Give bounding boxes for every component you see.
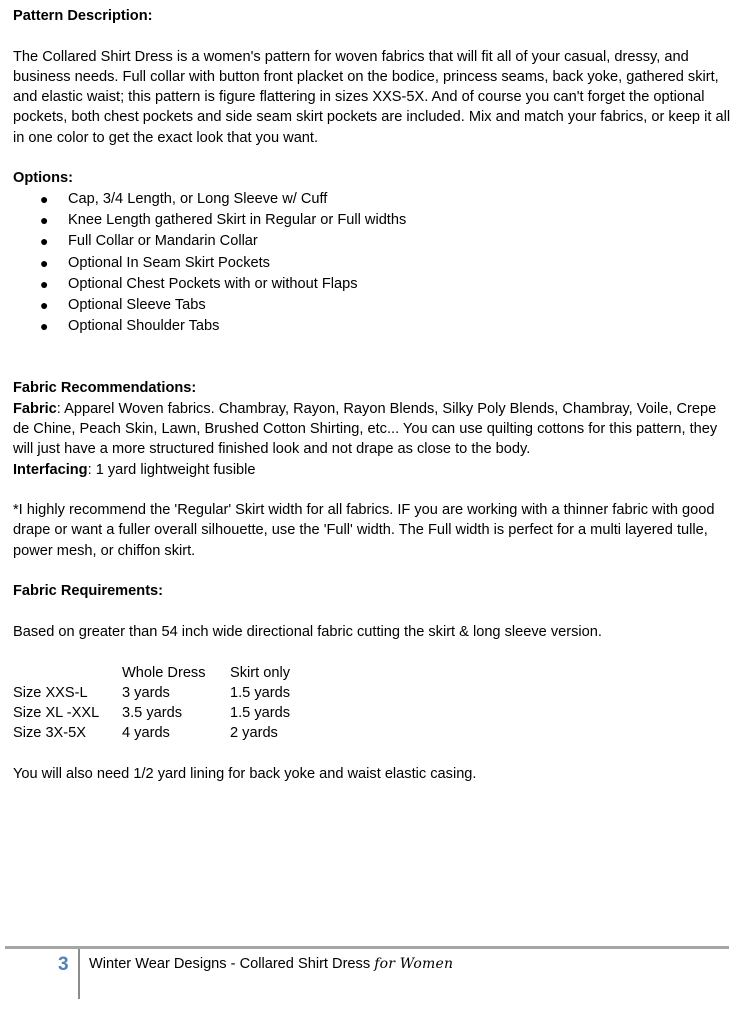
table-cell: 2 yards	[230, 725, 278, 742]
footer-vertical-divider	[78, 949, 80, 999]
table-cell: Size XL -XXL	[13, 705, 100, 722]
list-item: ● Knee Length gathered Skirt in Regular or Full widths	[13, 210, 735, 231]
bullet-icon: ●	[40, 297, 49, 314]
table-cell: 4 yards	[122, 725, 170, 742]
interfacing-text	[13, 460, 735, 480]
table-header-cell: Skirt only	[230, 664, 291, 681]
fabric-recommendations-heading: Fabric Recommendations:	[13, 380, 197, 397]
table-header-cell: Whole Dress	[122, 664, 206, 681]
bullet-icon: ●	[40, 254, 49, 271]
interfacing-value: : 1 yard lightweight fusible	[87, 461, 256, 478]
table-cell: 1.5 yards	[230, 684, 291, 701]
interfacing-label: Interfacing	[13, 461, 88, 478]
pattern-description-body: The Collared Shirt Dress is a women's pattern for woven fabrics that will fit all of your casual, dressy, and business needs. Full collar with button front placket on the bodice, princess seams, back yoke, gathered skirt, and elastic waist; this pattern is figure flattering in sizes XXS-5X. And of course you can't forget the optional pockets, both chest pockets and side seam skirt pockets are included. Mix and match your fabrics, or keep it all in one color to get the exact look that you want.	[13, 48, 731, 146]
table-header-cell	[13, 663, 122, 683]
table-row	[13, 683, 290, 703]
fabric-text: : Apparel Woven fabrics. Chambray, Rayon, Rayon Blends, Silky Poly Blends, Chambray, Voile, Crepe de Chine, Peach Skin, Lawn, Brushed Cotton Shirting, etc... You can use quilting cottons for this pattern, they will just have a more structured finished look and not drape as close to the body.	[13, 400, 718, 458]
page-number: 3	[58, 954, 69, 975]
lining-note: You will also need 1/2 yard lining for back yoke and waist elastic casing.	[13, 765, 477, 782]
fabric-requirements-table	[13, 663, 290, 744]
skirt-width-note: *I highly recommend the 'Regular' Skirt width for all fabrics. IF you are working with a thinner fabric with good drape or want a fuller overall silhouette, use the 'Full' width. The Full width is perfect for a multi layered tulle, power mesh, or chiffon skirt.	[13, 502, 715, 559]
list-item: ● Full Collar or Mandarin Collar	[13, 231, 735, 252]
bullet-icon: ●	[40, 318, 49, 335]
pattern-description-heading: Pattern Description:	[13, 8, 153, 24]
footer-title	[89, 956, 453, 972]
fabric-label: Fabric	[13, 400, 57, 417]
bullet-icon: ●	[40, 190, 49, 207]
table-cell: Size XXS-L	[13, 684, 88, 701]
table-row	[13, 723, 290, 743]
list-item: ● Optional In Seam Skirt Pockets	[13, 253, 735, 274]
footer-divider	[5, 946, 729, 949]
bullet-icon: ●	[40, 211, 49, 228]
table-cell: Size 3X-5X	[13, 725, 87, 742]
fabric-requirements-intro: Based on greater than 54 inch wide directional fabric cutting the skirt & long sleeve version.	[13, 623, 602, 640]
table-cell: 1.5 yards	[230, 705, 291, 722]
bullet-icon: ●	[40, 275, 49, 292]
table-header-row	[13, 663, 290, 683]
list-item: ● Optional Chest Pockets with or without Flaps	[13, 274, 735, 295]
options-list	[13, 189, 735, 338]
bullet-icon: ●	[40, 233, 49, 250]
footer-script-text: for Women	[374, 956, 454, 972]
footer-title-text: Winter Wear Designs - Collared Shirt Dress	[89, 956, 371, 972]
fabric-requirements-heading: Fabric Requirements:	[13, 583, 164, 600]
options-heading: Options:	[13, 170, 73, 187]
table-cell: 3 yards	[122, 684, 170, 701]
table-row	[13, 703, 290, 723]
list-item: ● Cap, 3/4 Length, or Long Sleeve w/ Cuff	[13, 189, 735, 210]
list-item: ● Optional Sleeve Tabs	[13, 295, 735, 316]
fabric-recommendations-text	[13, 399, 735, 460]
document-page	[13, 6, 735, 784]
table-cell: 3.5 yards	[122, 705, 183, 722]
list-item: ● Optional Shoulder Tabs	[13, 316, 735, 337]
